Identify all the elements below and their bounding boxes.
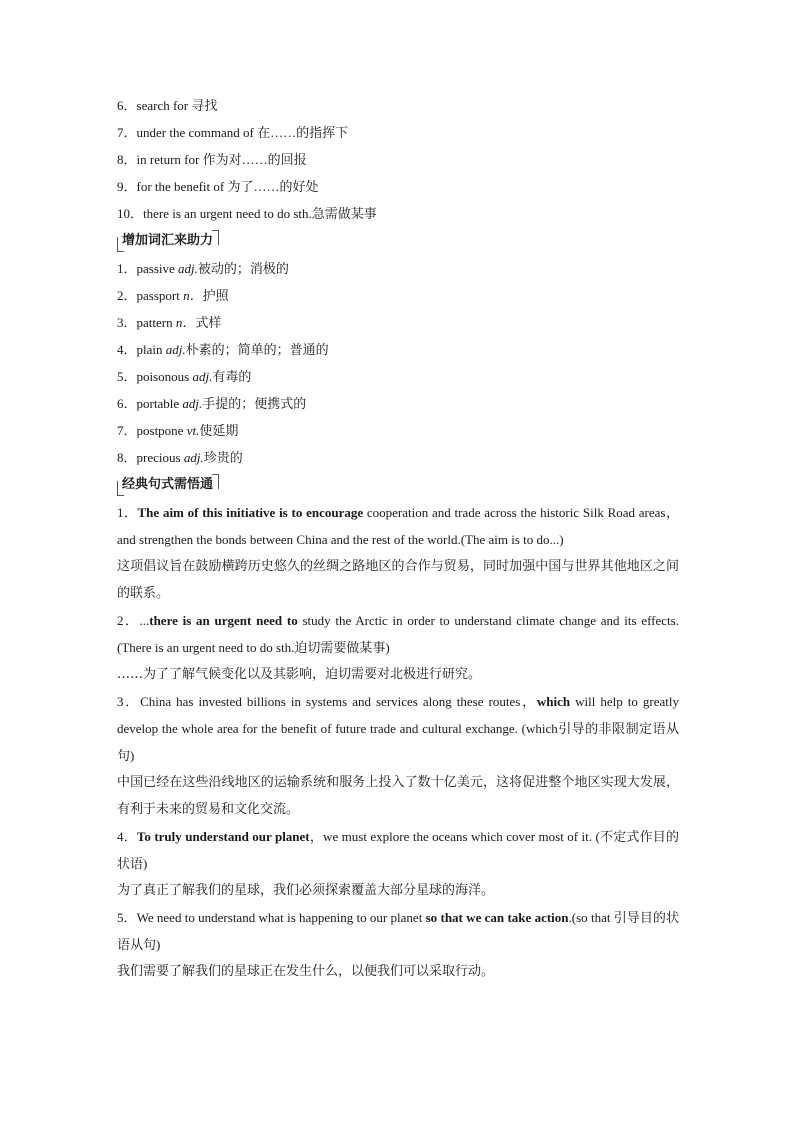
part-of-speech: n．: [183, 288, 203, 303]
item-number: 1．: [117, 261, 137, 276]
sentence-zh: 这项倡议旨在鼓励横跨历史悠久的丝绸之路地区的合作与贸易，同时加强中国与世界其他地区之间的联系。: [117, 559, 679, 601]
sentence-rest: ，we must explore the oceans which cover most of it. (不定式作目的状语): [117, 829, 679, 871]
vocab-word: postpone: [136, 423, 184, 438]
sentence-item: [117, 607, 679, 688]
item-number: 7．: [117, 125, 137, 140]
sentence-rest: study the Arctic in order to understand climate change and its effects.(There is an urgent need to do sth.迫切需要做某事): [117, 613, 679, 655]
vocab-word: precious: [136, 450, 181, 465]
vocab-meaning: 被动的；消极的: [197, 261, 289, 276]
item-number: 4．: [117, 829, 137, 844]
phrase-zh: 作为对……的回报: [202, 152, 307, 167]
vocab-meaning: 护照: [202, 288, 229, 303]
sentence-zh: 我们需要了解我们的星球正在发生什么，以便我们可以采取行动。: [117, 964, 495, 979]
item-number: 2．: [117, 288, 137, 303]
sentence-rest: cooperation and trade across the historic Silk Road areas，and strengthen the bonds between China and the rest of the world.(The aim is to do...): [117, 505, 679, 547]
sentence-item: [117, 499, 679, 607]
sentence-key-phrase: which: [536, 694, 571, 709]
list-item: [117, 255, 679, 282]
document-page: [117, 92, 679, 985]
phrase-zh: 急需做某事: [311, 206, 377, 221]
sentence-item: [117, 823, 679, 904]
sentence-en: [117, 499, 679, 553]
part-of-speech: vt.: [186, 423, 200, 438]
phrase-en: under the command of: [136, 125, 254, 140]
sentence-zh: 中国已经在这些沿线地区的运输系统和服务上投入了数十亿美元，这将促进整个地区实现大发展，有利于未来的贸易和文化交流。: [117, 775, 679, 817]
vocab-meaning: 式样: [195, 315, 222, 330]
part-of-speech: adj.: [165, 342, 186, 357]
vocab-list: [117, 255, 679, 471]
section-header-sentences: 经典句式需悟通: [117, 474, 219, 496]
item-number: 6．: [117, 396, 137, 411]
vocab-word: poisonous: [136, 369, 190, 384]
item-number: 8．: [117, 152, 137, 167]
vocab-word: passport: [136, 288, 180, 303]
sentence-key-phrase: there is an urgent need to: [149, 613, 298, 628]
item-number: 2．: [117, 613, 140, 628]
list-item: [117, 309, 679, 336]
phrase-en: for the benefit of: [136, 179, 225, 194]
vocab-meaning: 使延期: [199, 423, 239, 438]
item-number: 5．: [117, 369, 137, 384]
item-number: 4．: [117, 342, 137, 357]
vocab-meaning: 珍贵的: [203, 450, 243, 465]
list-item: [117, 92, 679, 119]
part-of-speech: adj.: [183, 450, 204, 465]
vocab-meaning: 手提的；便携式的: [202, 396, 307, 411]
sentence-zh: ……为了了解气候变化以及其影响，迫切需要对北极进行研究。: [117, 667, 482, 682]
item-number: 9．: [117, 179, 137, 194]
sentence-en: [117, 607, 679, 661]
list-item: [117, 444, 679, 471]
phrase-zh: 在……的指挥下: [257, 125, 349, 140]
vocab-meaning: 朴素的；简单的；普通的: [185, 342, 329, 357]
sentence-key-phrase: so that we can take action: [425, 910, 569, 925]
item-number: 1．: [117, 505, 138, 520]
sentence-lead: We need to understand what is happening to our planet: [136, 910, 426, 925]
vocab-word: portable: [136, 396, 180, 411]
sentence-key-phrase: The aim of this initiative is to encourage: [137, 505, 364, 520]
vocab-meaning: 有毒的: [212, 369, 252, 384]
list-item: [117, 200, 679, 227]
item-number: 7．: [117, 423, 137, 438]
list-item: [117, 119, 679, 146]
part-of-speech: adj.: [192, 369, 213, 384]
list-item: [117, 282, 679, 309]
part-of-speech: adj.: [182, 396, 203, 411]
vocab-word: pattern: [136, 315, 173, 330]
phrase-zh: 寻找: [191, 98, 218, 113]
sentence-item: [117, 904, 679, 985]
phrase-en: in return for: [136, 152, 200, 167]
phrase-en: there is an urgent need to do sth.: [143, 206, 312, 221]
item-number: 6．: [117, 98, 137, 113]
sentence-lead: ...: [139, 613, 150, 628]
sentence-zh: 为了真正了解我们的星球，我们必须探索覆盖大部分星球的海洋。: [117, 883, 495, 898]
part-of-speech: n．: [175, 315, 196, 330]
sentence-rest: .(so that 引导目的状语从句): [117, 910, 679, 952]
item-number: 3．: [117, 694, 141, 709]
item-number: 8．: [117, 450, 137, 465]
phrase-zh: 为了……的好处: [227, 179, 319, 194]
sentence-lead: China has invested billions in systems and services along these routes，: [140, 694, 537, 709]
sentence-rest: will help to greatly develop the whole area for the benefit of future trade and cultural exchange. (which引导的非限制定语从句): [117, 694, 680, 763]
vocab-word: plain: [136, 342, 163, 357]
part-of-speech: adj.: [178, 261, 198, 276]
sentence-list: [117, 499, 679, 985]
sentence-item: [117, 688, 679, 823]
vocab-word: passive: [136, 261, 175, 276]
section-header-vocab: 增加词汇来助力: [117, 230, 219, 252]
list-item: [117, 146, 679, 173]
item-number: 10．: [117, 206, 144, 221]
list-item: [117, 173, 679, 200]
list-item: [117, 363, 679, 390]
phrase-list: [117, 92, 679, 227]
list-item: [117, 336, 679, 363]
sentence-key-phrase: To truly understand our planet: [136, 829, 310, 844]
sentence-en: [117, 688, 679, 769]
sentence-en: [117, 904, 679, 958]
list-item: [117, 390, 679, 417]
item-number: 5．: [117, 910, 137, 925]
phrase-en: search for: [136, 98, 189, 113]
item-number: 3．: [117, 315, 137, 330]
list-item: [117, 417, 679, 444]
sentence-en: [117, 823, 679, 877]
